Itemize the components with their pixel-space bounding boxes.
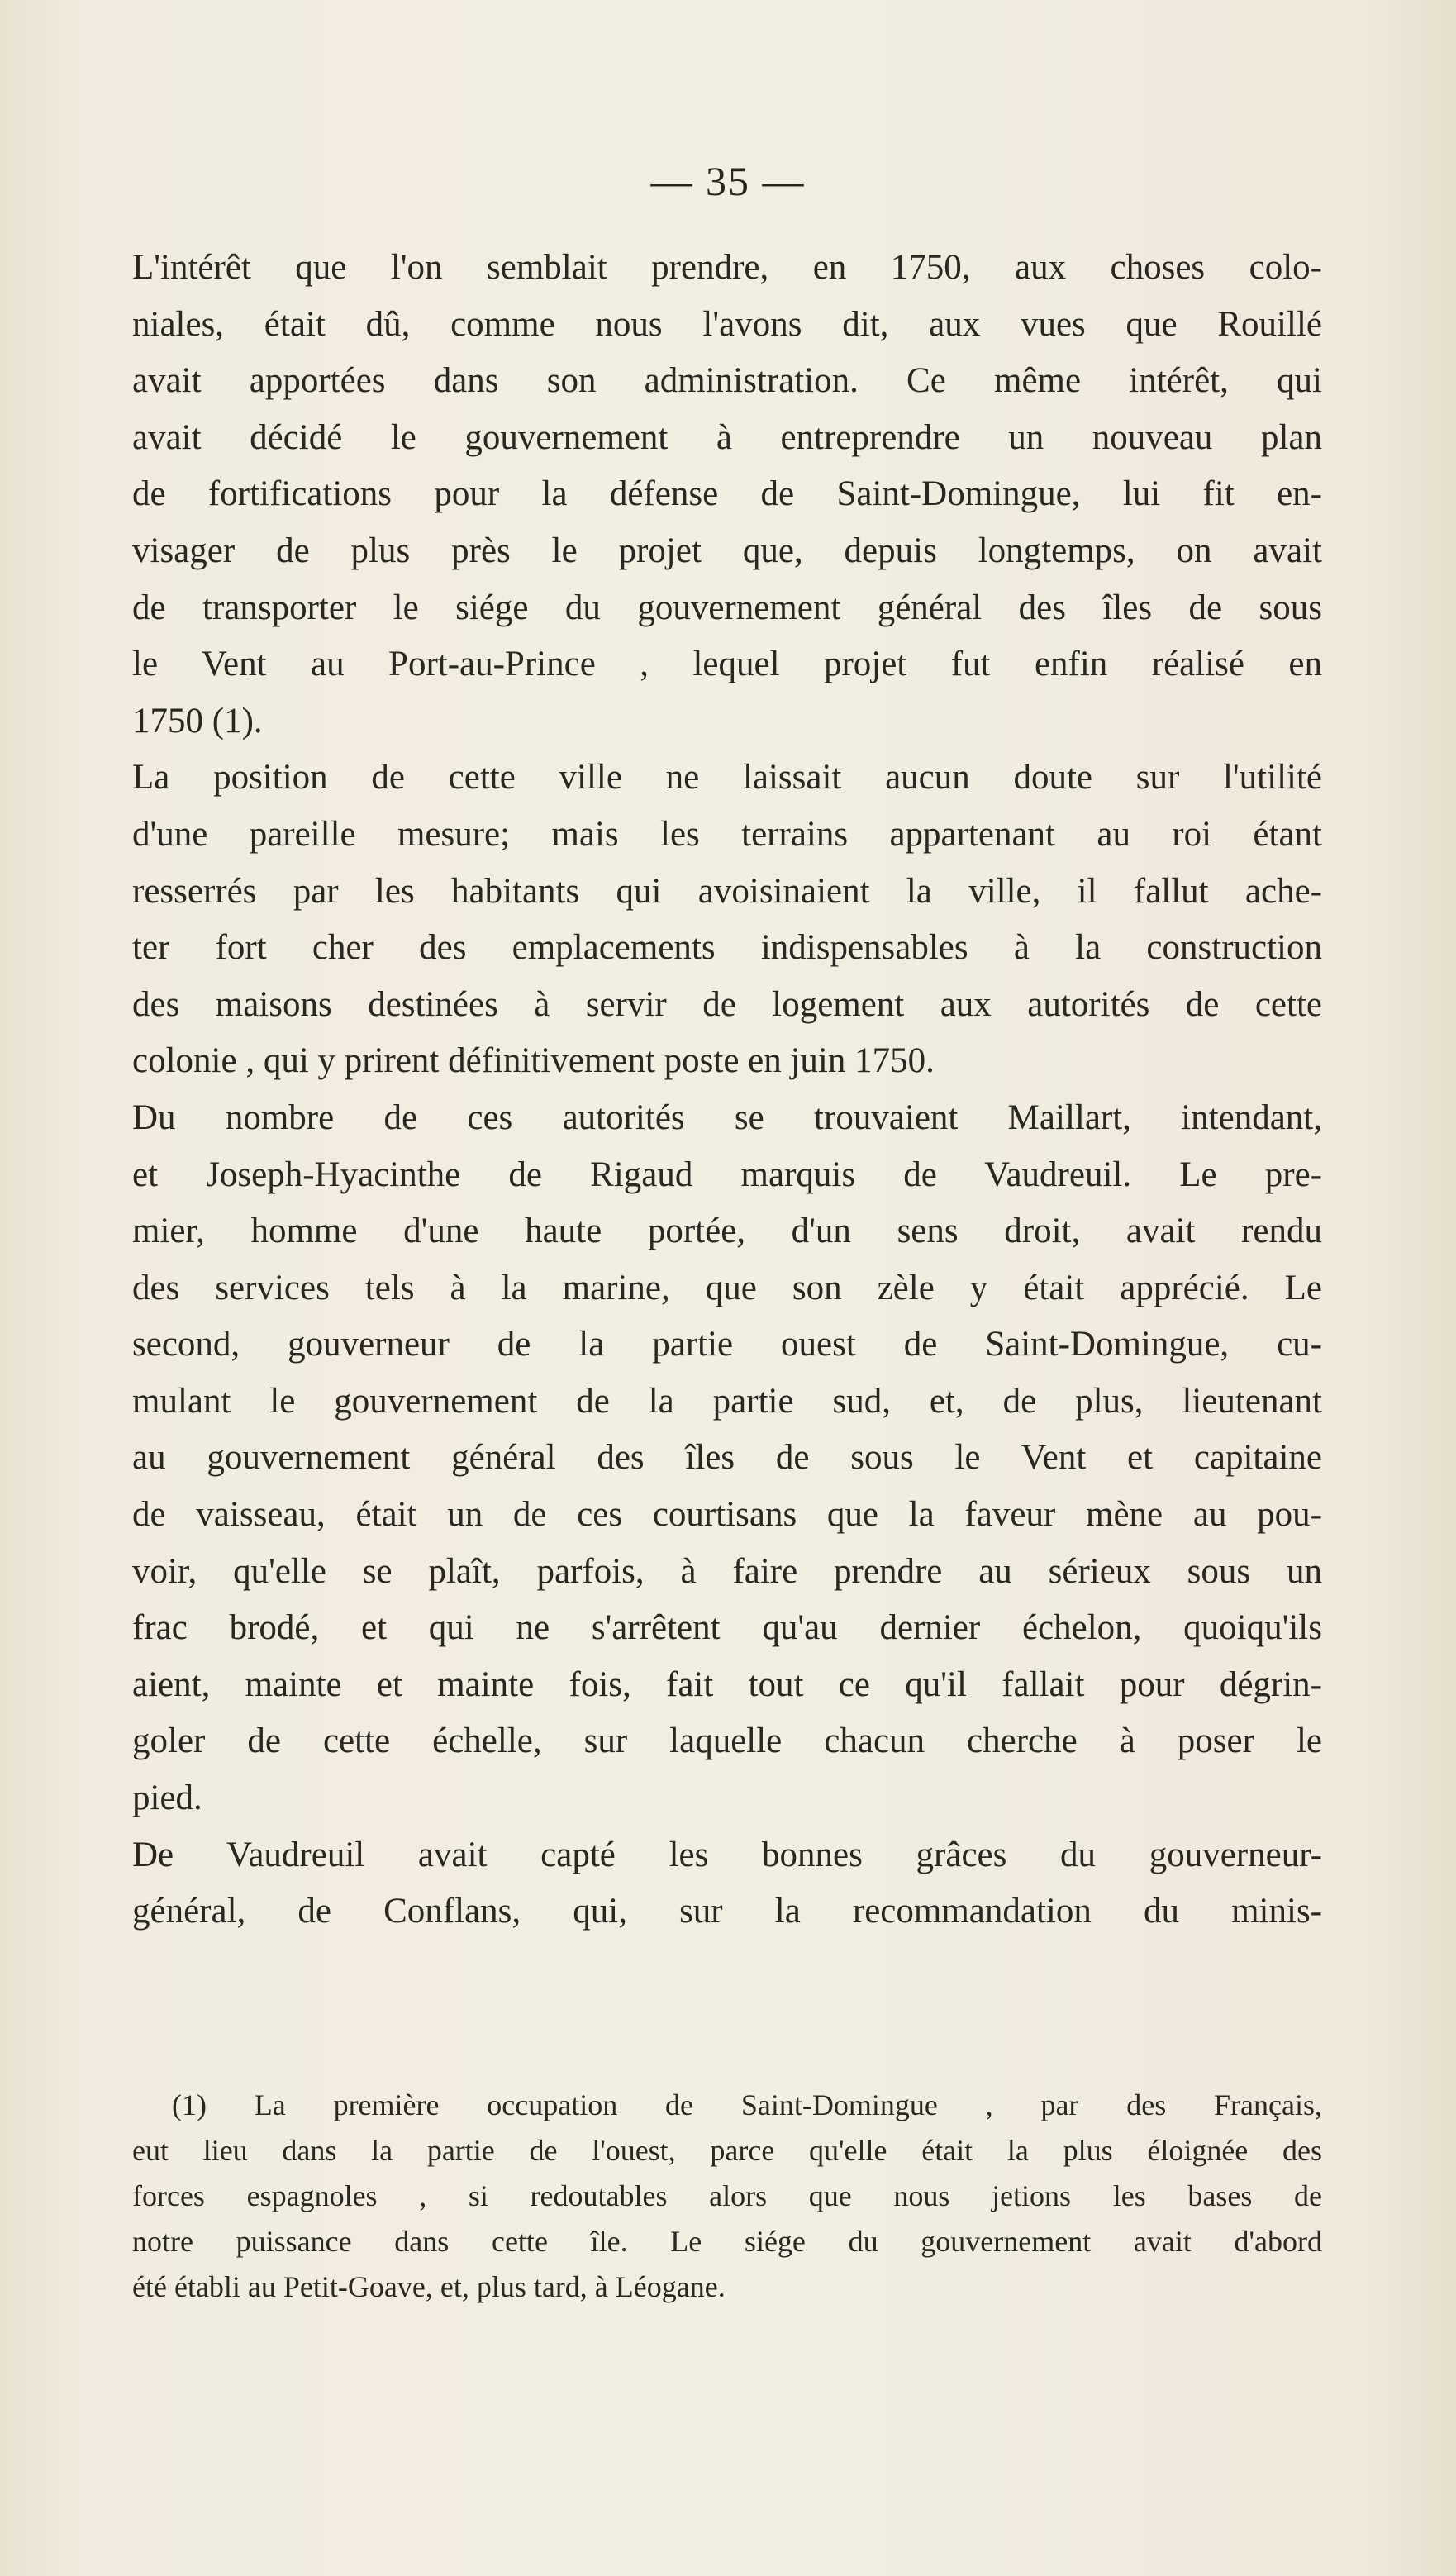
footnotes <box>132 2083 1322 2310</box>
text-line: 1750 (1). <box>132 701 263 740</box>
text-line: au gouvernement général des îles de sous le Vent et capitaine <box>132 1438 1322 1478</box>
text-line: pied. <box>132 1778 202 1818</box>
footnote-line: été établi au Petit-Goave, et, plus tard, à Léogane. <box>132 2270 726 2303</box>
text-line: le Vent au Port-au-Prince , lequel projet fut enfin réalisé en <box>132 645 1322 684</box>
text-line: La position de cette ville ne laissait aucun doute sur l'utilité <box>132 758 1322 798</box>
text-line: visager de plus près le projet que, depuis longtemps, on avait <box>132 531 1322 570</box>
text-line: de vaisseau, était un de ces courtisans que la faveur mène au pou- <box>132 1495 1322 1535</box>
text-line: et Joseph-Hyacinthe de Rigaud marquis de Vaudreuil. Le pre- <box>132 1155 1322 1194</box>
text-line: frac brodé, et qui ne s'arrêtent qu'au dernier échelon, quoiqu'ils <box>132 1608 1322 1648</box>
text-line: de fortifications pour la défense de Saint-Domingue, lui fit en- <box>132 474 1322 514</box>
text-line: second, gouverneur de la partie ouest de Saint-Domingue, cu- <box>132 1325 1322 1364</box>
text-line: colonie , qui y prirent définitivement poste en juin 1750. <box>132 1041 935 1081</box>
footnote-line: (1) La première occupation de Saint-Domingue , par des Français, <box>172 2088 1322 2121</box>
text-line: mulant le gouvernement de la partie sud, et, de plus, lieutenant <box>132 1381 1322 1421</box>
text-line: des maisons destinées à servir de logement aux autorités de cette <box>132 984 1322 1024</box>
footnote-line: forces espagnoles , si redoutables alors que nous jetions les bases de <box>132 2179 1322 2212</box>
text-line: d'une pareille mesure; mais les terrains appartenant au roi étant <box>132 814 1322 854</box>
footnote-line: notre puissance dans cette île. Le siége du gouvernement avait d'abord <box>132 2225 1322 2258</box>
text-line: de transporter le siége du gouvernement général des îles de sous <box>132 588 1322 627</box>
text-line: mier, homme d'une haute portée, d'un sens droit, avait rendu <box>132 1212 1322 1251</box>
text-line: général, de Conflans, qui, sur la recommandation du minis- <box>132 1892 1322 1931</box>
footnote-line: eut lieu dans la partie de l'ouest, parce qu'elle était la plus éloignée des <box>132 2134 1322 2167</box>
paragraph-1 <box>132 240 1322 750</box>
text-line: niales, était dû, comme nous l'avons dit, aux vues que Rouillé <box>132 304 1322 344</box>
text-line: avait apportées dans son administration. Ce même intérêt, qui <box>132 361 1322 401</box>
text-line: des services tels à la marine, que son zèle y était apprécié. Le <box>132 1268 1322 1307</box>
page-number: — 35 — <box>650 158 806 204</box>
main-text <box>132 240 1322 1940</box>
text-line: aient, mainte et mainte fois, fait tout ce qu'il fallait pour dégrin- <box>132 1664 1322 1704</box>
text-line: L'intérêt que l'on semblait prendre, en 1750, aux choses colo- <box>132 248 1322 287</box>
text-line: Du nombre de ces autorités se trouvaient Maillart, intendant, <box>132 1098 1322 1137</box>
paragraph-2 <box>132 750 1322 1090</box>
text-line: ter fort cher des emplacements indispensables à la construction <box>132 928 1322 968</box>
paragraph-3 <box>132 1090 1322 1827</box>
footnote-1 <box>132 2083 1322 2310</box>
text-line: avait décidé le gouvernement à entreprendre un nouveau plan <box>132 417 1322 457</box>
text-line: goler de cette échelle, sur laquelle chacun cherche à poser le <box>132 1721 1322 1761</box>
paragraph-4 <box>132 1827 1322 1940</box>
text-line: resserrés par les habitants qui avoisinaient la ville, il fallut ache- <box>132 871 1322 911</box>
text-line: De Vaudreuil avait capté les bonnes grâces du gouverneur- <box>132 1835 1322 1874</box>
text-line: voir, qu'elle se plaît, parfois, à faire prendre au sérieux sous un <box>132 1551 1322 1591</box>
